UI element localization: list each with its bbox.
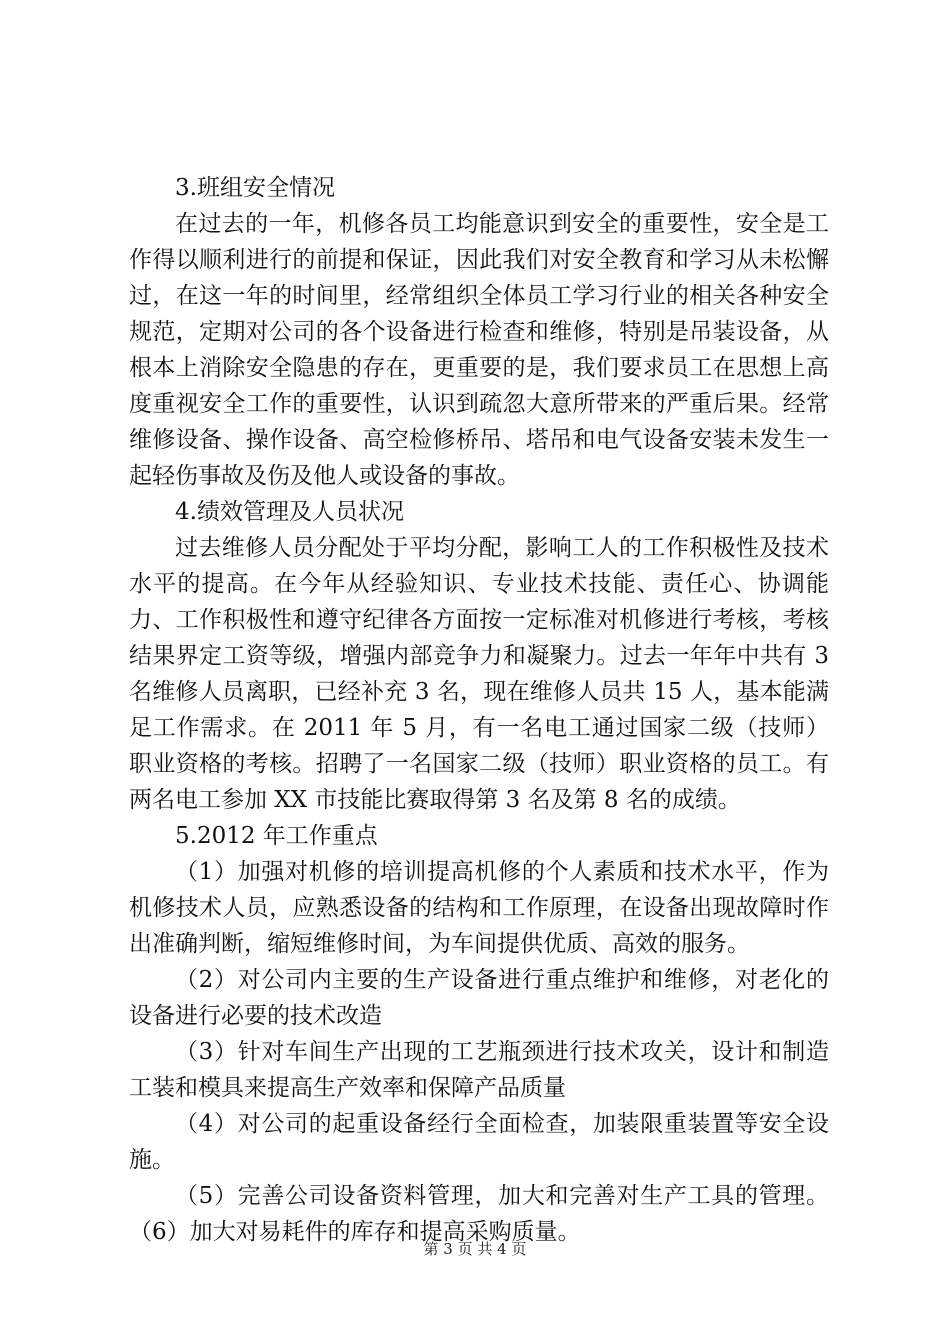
list-item: （1）加强对机修的培训提高机修的个人素质和技术水平，作为机修技术人员，应熟悉设备的结构和工作原理，在设备出现故障时作出准确判断，缩短维修时间，为车间提供优质、高效的服务。	[129, 859, 829, 957]
section-heading-2012-focus: 5.2012 年工作重点	[175, 823, 378, 849]
paragraph-safety: 在过去的一年，机修各员工均能意识到安全的重要性，安全是工作得以顺利进行的前提和保证，因此我们对安全教育和学习从未松懈过，在这一年的时间里，经常组织全体员工学习行业的相关各种安全规范，定期对公司的各个设备进行检查和维修，特别是吊装设备，从根本上消除安全隐患的存在，更重要的是，我们要求员工在思想上高度重视安全工作的重要性，认识到疏忽大意所带来的严重后果。经常维修设备、操作设备、高空检修桥吊、塔吊和电气设备安装未发生一起轻伤事故及伤及他人或设备的事故。	[129, 211, 829, 489]
page-number-footer: 第 3 页 共 4 页	[423, 1240, 527, 1258]
list-item: （4）对公司的起重设备经行全面检查，加装限重装置等安全设施。	[129, 1111, 829, 1173]
paragraph-performance: 过去维修人员分配处于平均分配，影响工人的工作积极性及技术水平的提高。在今年从经验知识、专业技术技能、责任心、协调能力、工作积极性和遵守纪律各方面按一定标准对机修进行考核，考核结果界定工资等级，增强内部竞争力和凝聚力。过去一年年中共有 3 名维修人员离职，已经补充 3 名，现在维修人员共 15 人，基本能满足工作需求。在 2011 年 5 月，有一名电工通过国家二级（技师）职业资格的考核。招聘了一名国家二级（技师）职业资格的员工。有两名电工参加 XX 市技能比赛取得第 3 名及第 8 名的成绩。	[129, 535, 829, 813]
list-item: （5）完善公司设备资料管理，加大和完善对生产工具的管理。（6）加大对易耗件的库存和提高采购质量。	[129, 1183, 829, 1245]
section-heading-performance: 4.绩效管理及人员状况	[175, 499, 404, 525]
section-heading-safety: 3.班组安全情况	[175, 175, 335, 201]
list-item: （3）针对车间生产出现的工艺瓶颈进行技术攻关，设计和制造工装和模具来提高生产效率和保障产品质量	[129, 1039, 829, 1101]
document-body	[129, 170, 829, 1250]
list-item: （2）对公司内主要的生产设备进行重点维护和维修，对老化的设备进行必要的技术改造	[129, 967, 829, 1029]
